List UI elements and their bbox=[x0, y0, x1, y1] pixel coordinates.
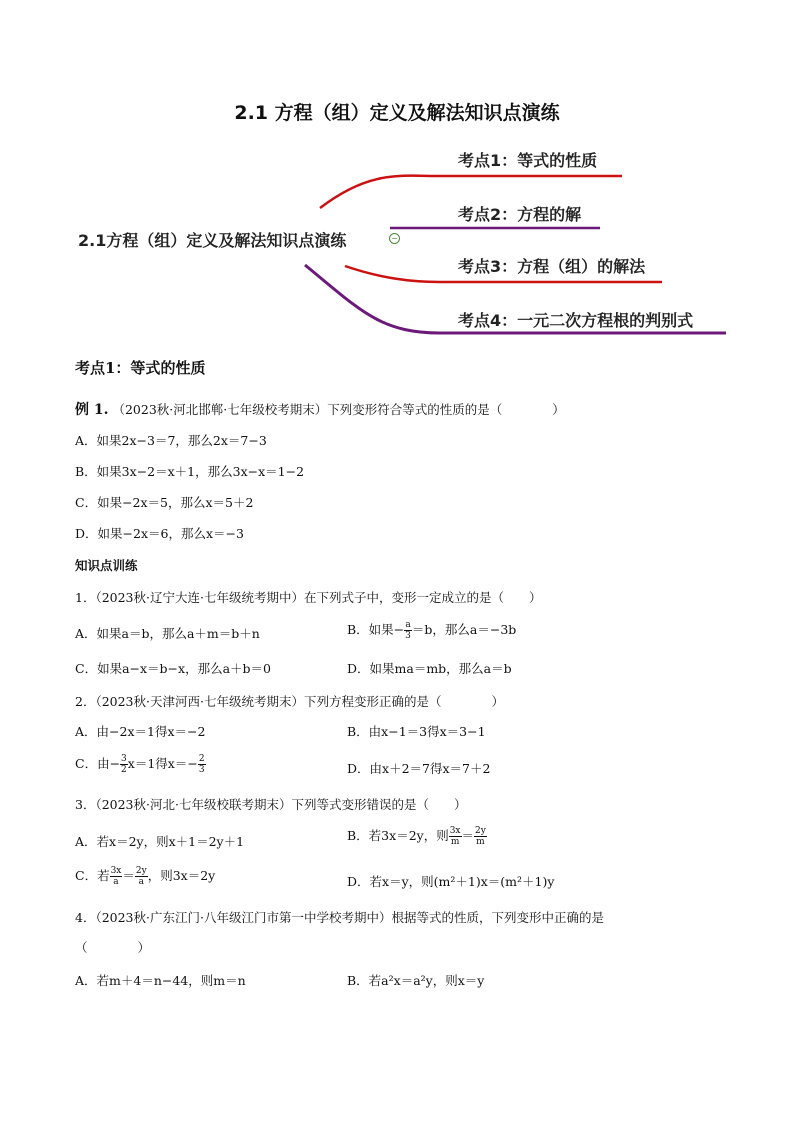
mind-map bbox=[0, 130, 794, 345]
question-4-option-b: B．若a²x＝a²y，则x＝y bbox=[347, 973, 485, 988]
question-4-stem: 4．（2023秋·广东江门·八年级江门市第一中学校考期中）根据等式的性质，下列变形中正确的是 bbox=[75, 910, 604, 925]
question-3-option-a: A．若x＝2y，则x＋1＝2y＋1 bbox=[75, 834, 245, 849]
question-3-option-d: D．若x＝y，则(m²＋1)x＝(m²＋1)y bbox=[347, 874, 555, 889]
numerator: 3 bbox=[121, 754, 127, 764]
denominator: a bbox=[138, 877, 144, 887]
numerator: a bbox=[405, 620, 411, 630]
option-text: B．若3x＝2y，则 bbox=[347, 828, 449, 843]
section-heading: 考点1：等式的性质 bbox=[75, 359, 206, 377]
numerator: 2y bbox=[475, 826, 486, 836]
fraction bbox=[135, 866, 148, 887]
question-2-option-b: B．由x−1＝3得x＝3−1 bbox=[347, 724, 486, 739]
example-1-option-c: C．如果−2x＝5，那么x＝5＋2 bbox=[75, 495, 254, 510]
fraction bbox=[449, 826, 462, 847]
fraction bbox=[120, 754, 128, 775]
numerator: 2 bbox=[198, 754, 205, 764]
mind-map-root: 2.1方程（组）定义及解法知识点演练 bbox=[78, 231, 347, 250]
equals-sign: ＝ bbox=[122, 868, 135, 883]
equals-sign: ＝ bbox=[461, 828, 475, 843]
denominator: m bbox=[476, 837, 485, 847]
example-1-stem bbox=[75, 399, 565, 419]
training-heading: 知识点训练 bbox=[75, 558, 138, 573]
question-2-option-c bbox=[75, 754, 206, 775]
question-4-option-a: A．若m＋4＝n−44，则m＝n bbox=[75, 973, 246, 988]
example-text: （2023秋·河北邯郸·七年级校考期末）下列变形符合等式的性质的是（ ） bbox=[112, 402, 565, 417]
question-1-option-d: D．如果ma＝mb，那么a＝b bbox=[347, 661, 512, 676]
option-text: B．如果− bbox=[347, 622, 405, 637]
mind-map-branch-2: 考点2：方程的解 bbox=[458, 205, 582, 224]
denominator: 3 bbox=[198, 765, 205, 775]
option-text: ，则3x＝2y bbox=[147, 868, 216, 883]
mind-map-branch-4: 考点4：一元二次方程根的判别式 bbox=[458, 311, 694, 330]
question-1-option-b bbox=[347, 620, 516, 641]
question-1-option-a: A．如果a＝b，那么a＋m＝b＋n bbox=[75, 626, 260, 641]
numerator: 3x bbox=[449, 826, 461, 836]
question-1-option-c: C．如果a−x＝b−x，那么a＋b＝0 bbox=[75, 661, 271, 676]
question-2-stem: 2．（2023秋·天津河西·七年级统考期末）下列方程变形正确的是（ ） bbox=[75, 694, 504, 709]
example-1-option-a: A．如果2x−3＝7，那么2x＝7−3 bbox=[75, 433, 267, 448]
question-1-stem: 1．（2023秋·辽宁大连·七年级统考期中）在下列式子中，变形一定成立的是（ ） bbox=[75, 590, 542, 605]
question-4-answer-bracket: （ ） bbox=[75, 940, 151, 955]
option-text: C．由− bbox=[75, 756, 121, 771]
question-2-option-a: A．由−2x＝1得x＝−2 bbox=[75, 724, 206, 739]
fraction bbox=[474, 826, 487, 847]
numerator: 3x bbox=[110, 866, 122, 876]
collapse-toggle-icon[interactable]: − bbox=[389, 233, 400, 244]
mind-map-branch-1: 考点1：等式的性质 bbox=[458, 151, 598, 170]
option-text: x＝1得x＝− bbox=[127, 756, 198, 771]
mind-map-branch-3: 考点3：方程（组）的解法 bbox=[458, 257, 646, 276]
fraction bbox=[110, 866, 123, 887]
denominator: m bbox=[450, 837, 460, 847]
question-3-option-b bbox=[347, 826, 487, 847]
question-3-stem: 3．（2023秋·河北·七年级校联考期末）下列等式变形错误的是（ ） bbox=[75, 797, 467, 812]
denominator: 2 bbox=[121, 765, 127, 775]
fraction bbox=[198, 754, 206, 775]
example-1-option-b: B．如果3x−2＝x＋1，那么3x−x＝1−2 bbox=[75, 464, 305, 479]
option-text: C．若 bbox=[75, 868, 110, 883]
option-text: ＝b，那么a＝−3b bbox=[411, 622, 517, 637]
example-1-option-d: D．如果−2x＝6，那么x＝−3 bbox=[75, 526, 244, 541]
example-label: 例 1. bbox=[75, 402, 109, 418]
denominator: a bbox=[113, 877, 119, 887]
question-2-option-d: D．由x＋2＝7得x＝7＋2 bbox=[347, 761, 491, 776]
fraction bbox=[404, 620, 412, 641]
question-3-option-c bbox=[75, 866, 215, 887]
page-title: 2.1 方程（组）定义及解法知识点演练 bbox=[234, 102, 560, 124]
denominator: 3 bbox=[405, 631, 411, 641]
numerator: 2y bbox=[135, 866, 147, 876]
